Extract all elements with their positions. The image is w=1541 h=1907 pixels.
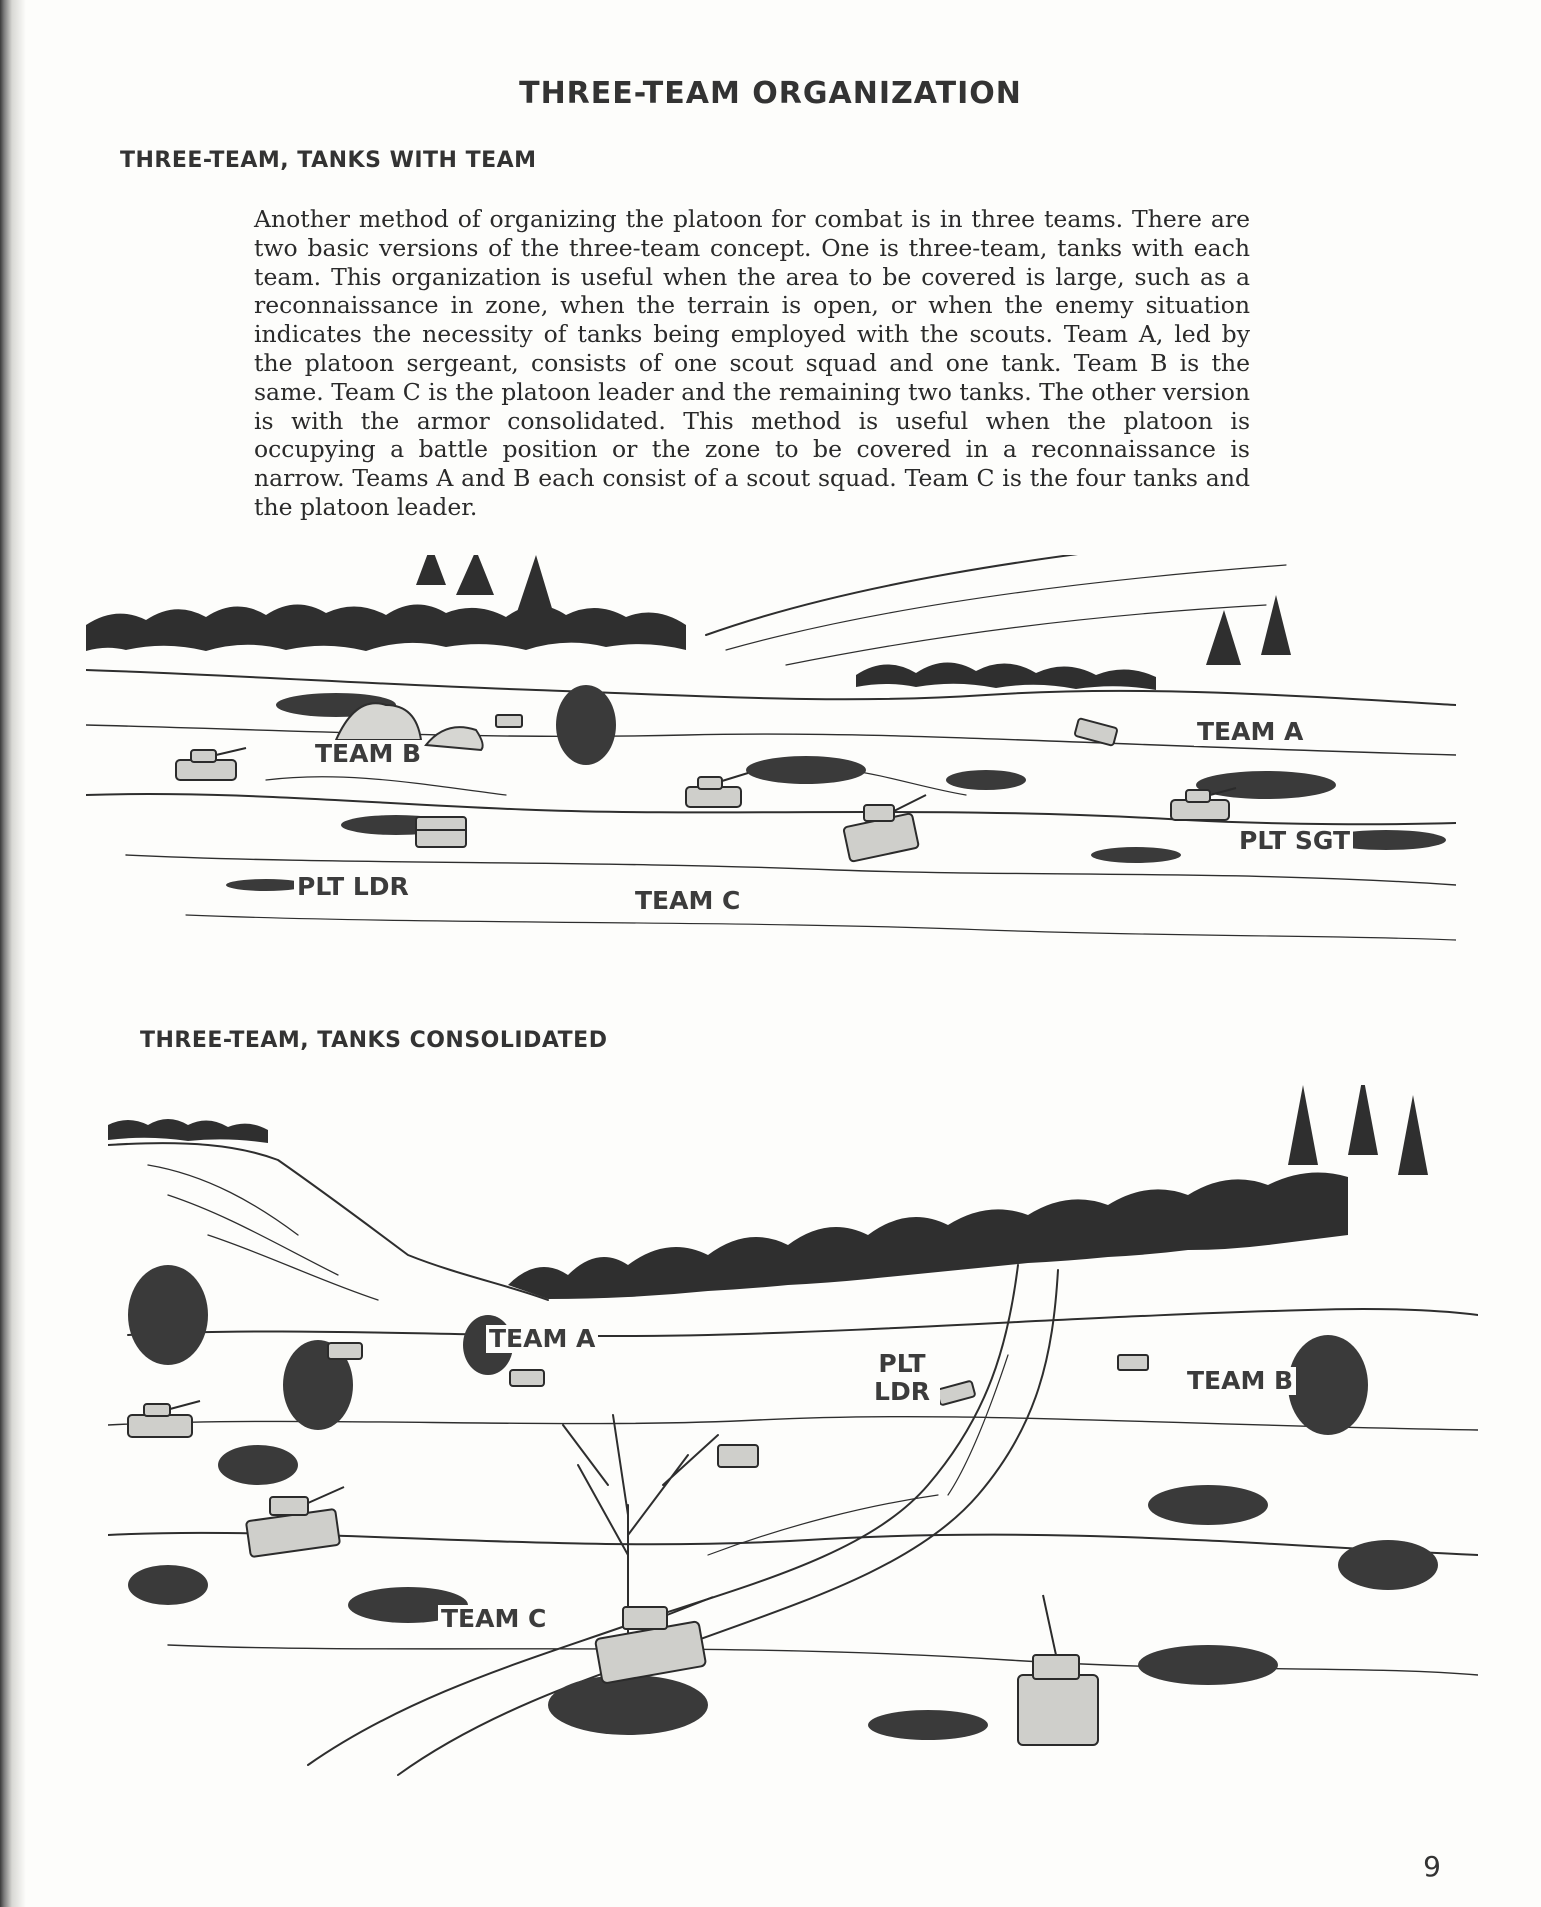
apc-distant — [496, 715, 522, 727]
apc-team-a-2 — [510, 1370, 544, 1386]
label-plt: PLT — [864, 1350, 940, 1378]
body-paragraph: Another method of organizing the platoon for combat is in three teams. There are two basic versions of the three-team concept. One is three-team, tanks with each team. This organization is useful when the area to be covered is large, such as a reconnaissance in zone, when the terrain is open, or when the enemy situation indicates the necessity of tanks being employed with the scouts. Team A, led by the platoon sergeant, consists of one scout squad and one tank. Team B is the same. Team C is the platoon leader and the remaining two tanks. The other version is with the armor consolidated. This method is useful when the platoon is occupying a battle position or the zone to be covered in a reconnaissance is narrow. Teams A and B each consist of a scout squad. Team C is the four tanks and the platoon leader. — [254, 205, 1250, 521]
section-heading-tanks-consolidated: THREE-TEAM, TANKS CONSOLIDATED — [140, 1028, 608, 1053]
illustration-tanks-consolidated — [108, 1085, 1478, 1785]
tank-left-2 — [246, 1487, 344, 1557]
tank-team-c-1 — [686, 773, 748, 807]
apc-team-b — [937, 1381, 976, 1406]
apc-far-right — [1118, 1355, 1148, 1370]
label-team-b: TEAM B — [312, 740, 424, 768]
apc-plt-ldr — [416, 817, 466, 847]
tank-left-1 — [128, 1401, 200, 1437]
landscape-sketch-2 — [108, 1085, 1478, 1785]
label-plt-ldr: PLT LDR — [294, 873, 412, 901]
label-ldr: LDR — [864, 1378, 940, 1406]
illustration-tanks-with-team — [86, 555, 1456, 970]
apc-plt-ldr — [718, 1445, 758, 1467]
page-title: THREE-TEAM ORGANIZATION — [519, 76, 1022, 111]
section-heading-tanks-with-team: THREE-TEAM, TANKS WITH TEAM — [120, 148, 537, 173]
label-plt-sgt: PLT SGT — [1236, 827, 1353, 855]
page-binding-edge — [0, 0, 26, 1907]
page-number: 9 — [1423, 1850, 1441, 1883]
label-team-b: TEAM B — [1184, 1367, 1296, 1395]
label-team-c: TEAM C — [632, 887, 743, 915]
tank-team-c-2 — [843, 795, 926, 862]
label-team-a: TEAM A — [1194, 718, 1306, 746]
label-team-a: TEAM A — [486, 1325, 598, 1353]
tank-team-b — [176, 748, 246, 780]
label-team-c: TEAM C — [438, 1605, 549, 1633]
tank-team-c-center — [595, 1597, 713, 1684]
apc-team-a-1 — [328, 1343, 362, 1359]
tank-right-foreground — [1018, 1595, 1098, 1745]
landscape-sketch-1 — [86, 555, 1456, 970]
